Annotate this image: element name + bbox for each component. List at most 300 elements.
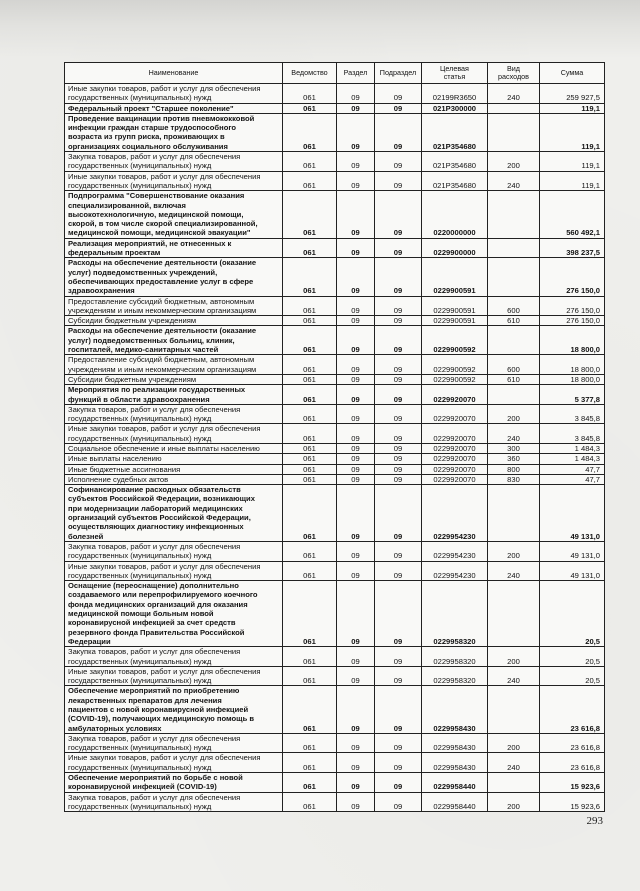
cell-sum (540, 113, 605, 151)
cell-razdel-text: 09 (351, 248, 360, 258)
cell-razdel-text: 09 (351, 570, 360, 580)
cell-name (65, 258, 283, 296)
cell-target-article-text: 0229954230 (433, 570, 476, 580)
cell-name (65, 316, 283, 326)
cell-sum-text: 18 800,0 (570, 364, 600, 374)
cell-expense-type-text: 240 (507, 433, 520, 443)
cell-razdel (337, 113, 375, 151)
cell-podrazdel-text: 09 (393, 394, 403, 404)
cell-sum (540, 464, 605, 474)
cell-name-text: Предоставление субсидий бюджетным, автономным учреждениям и иным некоммерческим организациям (68, 355, 257, 374)
cell-vedomstvo (283, 773, 337, 793)
cell-vedomstvo-text: 061 (303, 454, 316, 464)
cell-razdel (337, 485, 375, 542)
cell-target-article (422, 733, 488, 753)
cell-target-article-text: 0229958320 (433, 636, 476, 646)
cell-podrazdel-text: 09 (393, 636, 403, 646)
cell-expense-type-text: 200 (507, 551, 520, 561)
cell-name (65, 581, 283, 647)
cell-podrazdel-text: 09 (393, 801, 403, 811)
cell-target-article (422, 464, 488, 474)
cell-sum (540, 171, 605, 191)
cell-target-article (422, 454, 488, 464)
table-row (65, 666, 605, 686)
cell-target-article (422, 581, 488, 647)
cell-target-article-text: 0229920070 (433, 443, 476, 453)
table-row (65, 385, 605, 405)
cell-podrazdel (375, 296, 422, 316)
cell-sum (540, 191, 605, 238)
cell-podrazdel-text: 09 (393, 656, 403, 666)
cell-razdel-text: 09 (351, 103, 360, 113)
cell-vedomstvo-text: 061 (303, 305, 316, 315)
cell-vedomstvo-text: 061 (303, 345, 316, 355)
cell-vedomstvo-text: 061 (303, 782, 316, 792)
cell-name (65, 296, 283, 316)
cell-podrazdel-text: 09 (393, 286, 403, 296)
table-row (65, 374, 605, 384)
cell-vedomstvo-text: 061 (303, 474, 316, 484)
cell-razdel (337, 316, 375, 326)
cell-expense-type (488, 374, 540, 384)
cell-name (65, 424, 283, 444)
cell-razdel-text: 09 (351, 551, 360, 561)
cell-sum (540, 296, 605, 316)
cell-name-text: Оснащение (переоснащение) дополнительно создаваемого или перепрофилируемого коечного фонда медицинских организаций для оказания медицинской помощи больным новой коронавирусной инфекцией за счет средств резервного фонда Правительства Российской Федерации (68, 581, 258, 646)
cell-vedomstvo-text: 061 (303, 762, 316, 772)
cell-sum (540, 792, 605, 812)
cell-name (65, 404, 283, 424)
cell-razdel (337, 84, 375, 104)
cell-podrazdel (375, 581, 422, 647)
cell-target-article (422, 152, 488, 172)
cell-name-text: Закупка товаров, работ и услуг для обеспечения государственных (муниципальных) нужд (68, 541, 241, 561)
cell-vedomstvo-text: 061 (303, 248, 316, 258)
cell-sum (540, 238, 605, 258)
cell-target-article-text: 0229920070 (433, 454, 476, 464)
cell-target-article-text: 0229958440 (433, 801, 476, 811)
cell-sum (540, 316, 605, 326)
cell-sum-text: 119,1 (581, 180, 600, 190)
cell-name-text: Иные закупки товаров, работ и услуг для обеспечения государственных (муниципальных) нужд (68, 561, 261, 580)
page-number: 293 (586, 815, 603, 827)
cell-razdel (337, 581, 375, 647)
cell-podrazdel-text: 09 (393, 474, 403, 484)
cell-expense-type (488, 686, 540, 733)
cell-podrazdel-text: 09 (393, 762, 403, 772)
cell-podrazdel (375, 326, 422, 355)
cell-vedomstvo-text: 061 (303, 286, 316, 296)
cell-sum-text: 49 131,0 (570, 531, 600, 541)
cell-razdel (337, 647, 375, 667)
cell-razdel (337, 753, 375, 773)
cell-target-article (422, 103, 488, 113)
cell-vedomstvo (283, 171, 337, 191)
cell-sum-text: 259 927,5 (566, 93, 600, 103)
cell-target-article-text: 0229958320 (433, 656, 476, 666)
cell-sum (540, 385, 605, 405)
cell-vedomstvo (283, 326, 337, 355)
header-razdel: Раздел (337, 63, 375, 84)
cell-name (65, 326, 283, 355)
cell-razdel-text: 09 (351, 364, 360, 374)
cell-vedomstvo-text: 061 (303, 228, 316, 238)
cell-vedomstvo-text: 061 (303, 743, 316, 753)
cell-razdel-text: 09 (351, 801, 360, 811)
cell-sum (540, 258, 605, 296)
cell-expense-type-text: 610 (507, 316, 520, 326)
cell-expense-type (488, 773, 540, 793)
cell-target-article-text: 021P354680 (432, 141, 477, 151)
cell-vedomstvo-text: 061 (303, 414, 316, 424)
cell-vedomstvo (283, 541, 337, 561)
table-row (65, 581, 605, 647)
cell-sum-text: 20,5 (585, 676, 600, 686)
cell-name-text: Иные бюджетные ассигнования (68, 464, 181, 474)
cell-podrazdel (375, 171, 422, 191)
table-row (65, 191, 605, 238)
cell-expense-type (488, 152, 540, 172)
cell-sum (540, 374, 605, 384)
cell-vedomstvo (283, 666, 337, 686)
cell-target-article-text: 0229958430 (433, 723, 476, 733)
cell-podrazdel (375, 374, 422, 384)
cell-target-article (422, 355, 488, 375)
cell-razdel-text: 09 (351, 464, 360, 474)
cell-razdel-text: 09 (351, 433, 360, 443)
cell-razdel-text: 09 (351, 141, 360, 151)
cell-target-article (422, 753, 488, 773)
cell-name (65, 374, 283, 384)
cell-target-article (422, 258, 488, 296)
cell-expense-type (488, 171, 540, 191)
cell-razdel (337, 238, 375, 258)
cell-target-article-text: 0229900592 (433, 374, 476, 384)
cell-sum (540, 454, 605, 464)
cell-razdel-text: 09 (351, 743, 360, 753)
cell-name-text: Софинансирование расходных обязательств субъектов Российской Федерации, возникающих при модернизации лабораторий медицинских организаций субъектов Российской Федерации, осуществляющих диагностику инфекционных болезней (68, 485, 255, 541)
cell-sum (540, 733, 605, 753)
cell-name-text: Обеспечение мероприятий по борьбе с новой коронавирусной инфекцией (COVID-19) (68, 773, 243, 792)
cell-vedomstvo (283, 385, 337, 405)
cell-razdel (337, 666, 375, 686)
cell-razdel-text: 09 (351, 676, 360, 686)
cell-expense-type-text: 610 (507, 374, 520, 384)
cell-target-article-text: 0229958320 (433, 676, 476, 686)
cell-podrazdel (375, 792, 422, 812)
cell-target-article-text: 02199R3650 (432, 93, 477, 103)
cell-target-article-text: 0229958430 (433, 762, 476, 772)
cell-razdel-text: 09 (351, 454, 360, 464)
cell-sum-text: 5 377,8 (574, 394, 600, 404)
cell-podrazdel-text: 09 (393, 161, 403, 171)
table-row (65, 454, 605, 464)
cell-target-article (422, 561, 488, 581)
cell-razdel-text: 09 (351, 782, 360, 792)
cell-expense-type (488, 443, 540, 453)
cell-podrazdel (375, 541, 422, 561)
cell-podrazdel-text: 09 (393, 414, 403, 424)
table-row (65, 686, 605, 733)
cell-vedomstvo (283, 792, 337, 812)
cell-sum-text: 398 237,5 (566, 248, 600, 258)
cell-razdel-text: 09 (351, 374, 360, 384)
cell-vedomstvo (283, 753, 337, 773)
cell-expense-type-text: 300 (507, 443, 520, 453)
cell-name-text: Обеспечение мероприятий по приобретению лекарственных препаратов для лечения пациентов с новой коронавирусной инфекцией (COVID-19), получающих медицинскую помощь в амбулаторных условиях (68, 686, 255, 733)
cell-sum (540, 84, 605, 104)
cell-vedomstvo (283, 191, 337, 238)
cell-razdel (337, 541, 375, 561)
cell-sum-text: 23 616,8 (570, 743, 600, 753)
cell-target-article-text: 0229900592 (433, 345, 476, 355)
cell-podrazdel-text: 09 (393, 723, 403, 733)
cell-name (65, 666, 283, 686)
cell-expense-type-text: 360 (507, 454, 520, 464)
cell-name-text: Иные закупки товаров, работ и услуг для обеспечения государственных (муниципальных) нужд (68, 424, 261, 443)
cell-name (65, 474, 283, 484)
header-vedomstvo: Ведомство (283, 63, 337, 84)
cell-podrazdel-text: 09 (393, 93, 403, 103)
cell-vedomstvo-text: 061 (303, 636, 316, 646)
cell-target-article (422, 191, 488, 238)
table-row (65, 792, 605, 812)
cell-razdel (337, 258, 375, 296)
cell-expense-type-text: 200 (507, 656, 520, 666)
table-row (65, 296, 605, 316)
cell-razdel (337, 171, 375, 191)
cell-target-article (422, 647, 488, 667)
cell-target-article-text: 0229900591 (433, 286, 476, 296)
cell-target-article-text: 0229954230 (433, 551, 476, 561)
cell-podrazdel (375, 404, 422, 424)
cell-target-article-text: 0229920070 (433, 433, 476, 443)
cell-sum (540, 686, 605, 733)
cell-name-text: Иные закупки товаров, работ и услуг для обеспечения государственных (муниципальных) нужд (68, 666, 261, 686)
cell-vedomstvo-text: 061 (303, 364, 316, 374)
cell-target-article-text: 0229920070 (433, 414, 476, 424)
cell-expense-type (488, 733, 540, 753)
cell-name (65, 561, 283, 581)
cell-podrazdel (375, 561, 422, 581)
cell-vedomstvo-text: 061 (303, 656, 316, 666)
cell-vedomstvo-text: 061 (303, 316, 316, 326)
cell-razdel (337, 454, 375, 464)
cell-sum (540, 541, 605, 561)
cell-name (65, 171, 283, 191)
cell-name-text: Субсидии бюджетным учреждениям (68, 316, 197, 326)
cell-vedomstvo (283, 485, 337, 542)
table-body (65, 84, 605, 812)
cell-razdel (337, 385, 375, 405)
cell-sum (540, 666, 605, 686)
cell-name (65, 753, 283, 773)
cell-target-article-text: 0220000000 (433, 228, 476, 238)
cell-podrazdel (375, 84, 422, 104)
cell-podrazdel (375, 474, 422, 484)
cell-expense-type-text: 200 (507, 801, 520, 811)
cell-expense-type-text: 240 (507, 93, 520, 103)
cell-target-article (422, 374, 488, 384)
cell-expense-type-text: 240 (507, 762, 520, 772)
cell-target-article-text: 0229954230 (433, 531, 476, 541)
cell-razdel (337, 443, 375, 453)
cell-vedomstvo-text: 061 (303, 141, 316, 151)
table-row (65, 152, 605, 172)
cell-vedomstvo (283, 374, 337, 384)
table-row (65, 647, 605, 667)
cell-razdel (337, 561, 375, 581)
cell-target-article (422, 404, 488, 424)
cell-name-text: Иные закупки товаров, работ и услуг для обеспечения государственных (муниципальных) нужд (68, 84, 261, 103)
cell-target-article-text: 0229958440 (433, 782, 476, 792)
cell-sum-text: 47,7 (585, 464, 600, 474)
header-name: Наименование (65, 63, 283, 84)
cell-sum-text: 276 150,0 (566, 305, 600, 315)
cell-name-text: Реализация мероприятий, не отнесенных к федеральным проектам (68, 238, 232, 258)
cell-vedomstvo (283, 84, 337, 104)
cell-vedomstvo-text: 061 (303, 570, 316, 580)
cell-name (65, 191, 283, 238)
cell-razdel-text: 09 (351, 414, 360, 424)
cell-razdel-text: 09 (351, 443, 360, 453)
cell-podrazdel-text: 09 (393, 454, 403, 464)
cell-podrazdel (375, 258, 422, 296)
cell-target-article (422, 443, 488, 453)
cell-podrazdel-text: 09 (393, 228, 403, 238)
table-row (65, 474, 605, 484)
cell-vedomstvo (283, 404, 337, 424)
cell-expense-type (488, 464, 540, 474)
cell-vedomstvo-text: 061 (303, 676, 316, 686)
cell-name (65, 464, 283, 474)
cell-expense-type-text: 240 (507, 180, 520, 190)
cell-target-article-text: 021P354680 (432, 180, 477, 190)
cell-name (65, 485, 283, 542)
cell-razdel (337, 464, 375, 474)
cell-sum-text: 3 845,8 (574, 433, 600, 443)
cell-name-text: Мероприятия по реализации государственных функций в области здравоохранения (68, 385, 246, 404)
cell-expense-type (488, 113, 540, 151)
table-row (65, 258, 605, 296)
cell-vedomstvo-text: 061 (303, 551, 316, 561)
cell-target-article-text: 0229900592 (433, 364, 476, 374)
cell-sum-text: 47,7 (585, 474, 600, 484)
cell-target-article (422, 296, 488, 316)
cell-name (65, 103, 283, 113)
cell-vedomstvo-text: 061 (303, 394, 316, 404)
cell-razdel-text: 09 (351, 394, 360, 404)
cell-target-article (422, 84, 488, 104)
cell-razdel (337, 152, 375, 172)
table-header (65, 63, 605, 84)
table-row (65, 113, 605, 151)
cell-target-article (422, 316, 488, 326)
cell-name (65, 152, 283, 172)
cell-vedomstvo-text: 061 (303, 374, 316, 384)
cell-sum-text: 119,1 (581, 141, 600, 151)
table-row (65, 485, 605, 542)
cell-expense-type (488, 84, 540, 104)
cell-razdel (337, 374, 375, 384)
cell-razdel-text: 09 (351, 474, 360, 484)
table-row (65, 541, 605, 561)
cell-target-article-text: 0229920070 (433, 464, 476, 474)
cell-razdel (337, 424, 375, 444)
cell-target-article (422, 792, 488, 812)
cell-target-article (422, 385, 488, 405)
cell-razdel (337, 326, 375, 355)
cell-name-text: Социальное обеспечение и иные выплаты населению (68, 443, 260, 453)
cell-podrazdel (375, 454, 422, 464)
cell-sum-text: 1 484,3 (574, 443, 600, 453)
cell-podrazdel (375, 647, 422, 667)
cell-podrazdel-text: 09 (393, 676, 403, 686)
cell-expense-type (488, 753, 540, 773)
cell-razdel (337, 733, 375, 753)
cell-sum-text: 560 492,1 (566, 228, 600, 238)
cell-podrazdel (375, 191, 422, 238)
scan-bleed-through (0, 0, 640, 58)
cell-target-article (422, 666, 488, 686)
cell-vedomstvo (283, 296, 337, 316)
header-sum: Сумма (540, 63, 605, 84)
cell-vedomstvo (283, 152, 337, 172)
cell-vedomstvo-text: 061 (303, 723, 316, 733)
cell-vedomstvo (283, 686, 337, 733)
cell-target-article (422, 474, 488, 484)
cell-vedomstvo (283, 443, 337, 453)
cell-podrazdel (375, 355, 422, 375)
table-row (65, 171, 605, 191)
table-row (65, 561, 605, 581)
cell-razdel (337, 773, 375, 793)
cell-podrazdel-text: 09 (393, 570, 403, 580)
cell-sum (540, 647, 605, 667)
cell-vedomstvo (283, 238, 337, 258)
cell-expense-type (488, 326, 540, 355)
cell-sum (540, 561, 605, 581)
cell-vedomstvo-text: 061 (303, 433, 316, 443)
cell-target-article (422, 171, 488, 191)
cell-expense-type (488, 316, 540, 326)
cell-sum-text: 18 800,0 (570, 374, 600, 384)
cell-expense-type-text: 240 (507, 676, 520, 686)
cell-vedomstvo-text: 061 (303, 103, 316, 113)
cell-vedomstvo-text: 061 (303, 801, 316, 811)
cell-sum-text: 15 923,6 (570, 782, 600, 792)
cell-razdel-text: 09 (351, 93, 360, 103)
cell-name-text: Иные закупки товаров, работ и услуг для обеспечения государственных (муниципальных) нужд (68, 171, 261, 190)
table-row (65, 84, 605, 104)
cell-sum (540, 424, 605, 444)
cell-podrazdel (375, 152, 422, 172)
cell-vedomstvo (283, 581, 337, 647)
cell-expense-type (488, 424, 540, 444)
cell-expense-type (488, 103, 540, 113)
cell-expense-type (488, 561, 540, 581)
cell-razdel-text: 09 (351, 531, 360, 541)
cell-target-article (422, 113, 488, 151)
cell-podrazdel-text: 09 (393, 180, 403, 190)
cell-name (65, 541, 283, 561)
cell-name-text: Иные выплаты населению (68, 454, 162, 464)
cell-expense-type-text: 240 (507, 570, 520, 580)
table-row (65, 238, 605, 258)
cell-vedomstvo-text: 061 (303, 180, 316, 190)
cell-razdel-text: 09 (351, 286, 360, 296)
cell-podrazdel (375, 238, 422, 258)
